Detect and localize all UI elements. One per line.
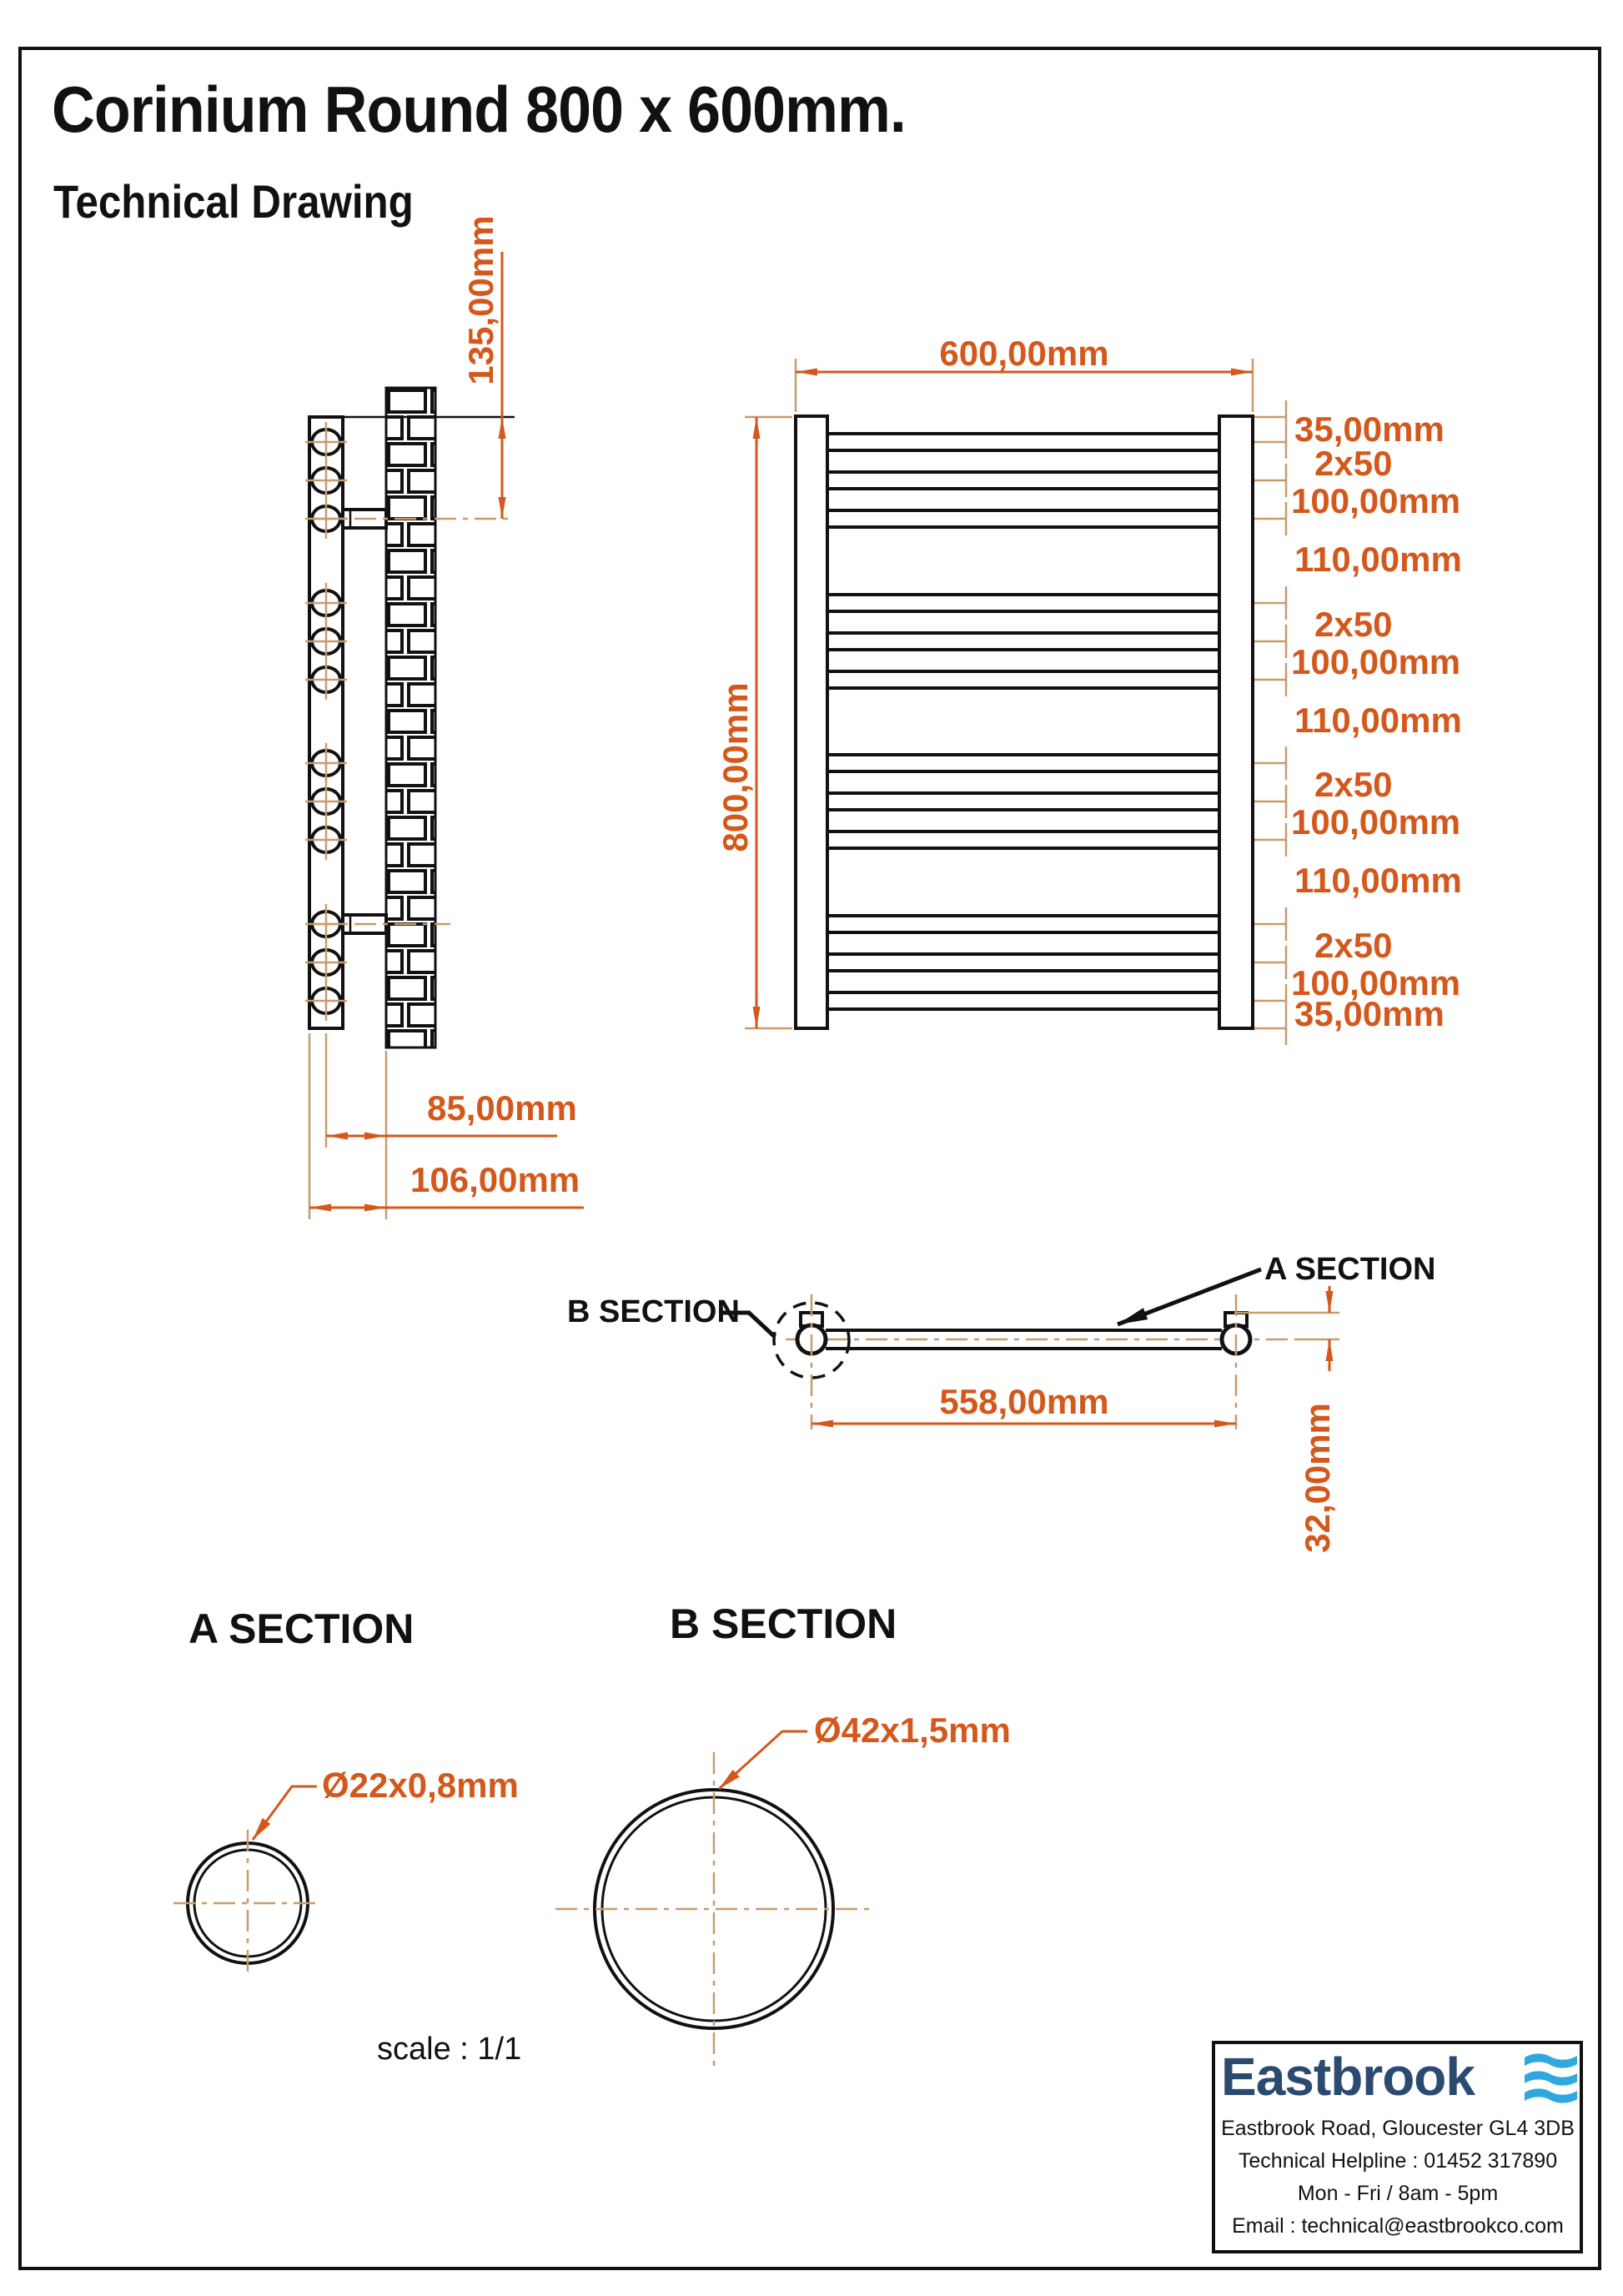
a-section-callout: A SECTION (1264, 1252, 1436, 1287)
footer-address: Eastbrook Road, Gloucester GL4 3DB (1221, 2117, 1575, 2140)
spacing-label: 2x50 (1314, 765, 1393, 804)
spacing-label: 2x50 (1314, 605, 1393, 644)
scale-note: scale : 1/1 (377, 2032, 522, 2067)
wall-brick-hatch (386, 388, 435, 1048)
dim-135mm-label: 135,00mm (461, 215, 500, 385)
footer-email: Email : technical@eastbrookco.com (1232, 2214, 1564, 2238)
spacing-label: 35,00mm (1294, 409, 1445, 449)
spacing-label: 35,00mm (1294, 994, 1445, 1033)
front-left-collector (796, 416, 827, 1028)
page-subtitle: Technical Drawing (53, 175, 414, 228)
b-section-diameter-label: Ø42x1,5mm (814, 1711, 1011, 1750)
spacing-label: 100,00mm (1291, 481, 1461, 520)
spacing-label: 100,00mm (1291, 963, 1461, 1002)
dimension-32mm (1234, 1286, 1339, 1371)
section-a-detail (173, 1786, 322, 1978)
front-view (745, 359, 1286, 1045)
section-b-detail (555, 1731, 872, 2066)
spacing-label: 110,00mm (1294, 701, 1462, 740)
footer-helpline: Technical Helpline : 01452 317890 (1238, 2149, 1558, 2173)
dim-558mm-label: 558,00mm (939, 1382, 1109, 1421)
b-section-heading: B SECTION (670, 1600, 897, 1647)
spacing-label: 2x50 (1314, 926, 1393, 965)
spacing-label: 100,00mm (1291, 642, 1461, 681)
spacing-label: 110,00mm (1294, 540, 1462, 579)
dim-32mm-label: 32,00mm (1298, 1403, 1337, 1553)
side-view (305, 252, 584, 1219)
a-section-diameter-label: Ø22x0,8mm (322, 1766, 519, 1805)
footer-hours: Mon - Fri / 8am - 5pm (1297, 2182, 1499, 2205)
spacing-label: 110,00mm (1294, 861, 1462, 900)
front-right-collector (1219, 416, 1253, 1028)
page-title: Corinium Round 800 x 600mm. (52, 73, 906, 146)
dim-85mm-label: 85,00mm (427, 1088, 577, 1128)
dim-800mm-label: 800,00mm (716, 682, 755, 852)
eastbrook-wave-icon (1525, 2053, 1577, 2103)
spacing-label: 2x50 (1314, 444, 1393, 483)
dim-106mm-label: 106,00mm (410, 1160, 580, 1199)
dim-600mm-label: 600,00mm (939, 334, 1109, 373)
towel-bars (827, 434, 1219, 1009)
a-section-heading: A SECTION (188, 1605, 415, 1652)
brand-logo-text: Eastbrook (1221, 2047, 1475, 2107)
spacing-label: 100,00mm (1291, 802, 1461, 842)
page-border (20, 48, 1600, 2268)
b-section-callout: B SECTION (567, 1294, 740, 1329)
